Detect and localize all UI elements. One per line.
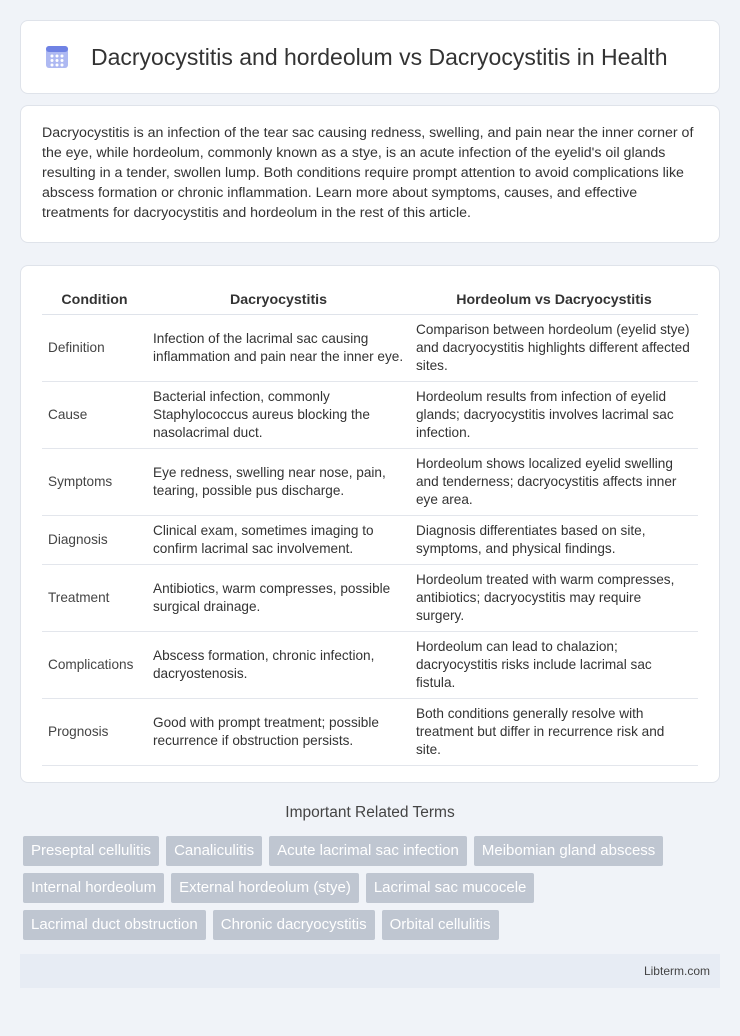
related-term-tag[interactable]: Preseptal cellulitis bbox=[23, 836, 159, 866]
table-row bbox=[42, 315, 698, 382]
comparison-table-card bbox=[20, 265, 720, 783]
row-dacryocystitis: Eye redness, swelling near nose, pain, tearing, possible pus discharge. bbox=[147, 449, 410, 516]
page-title: Dacryocystitis and hordeolum vs Dacryocystitis in Health bbox=[91, 43, 668, 70]
row-comparison: Hordeolum results from infection of eyelid glands; dacryocystitis involves lacrimal sac infection. bbox=[410, 382, 698, 449]
row-condition: Symptoms bbox=[42, 449, 147, 516]
row-dacryocystitis: Abscess formation, chronic infection, dacryostenosis. bbox=[147, 632, 410, 699]
row-condition: Cause bbox=[42, 382, 147, 449]
row-condition: Complications bbox=[42, 632, 147, 699]
row-comparison: Both conditions generally resolve with treatment but differ in recurrence risk and site. bbox=[410, 699, 698, 766]
related-terms-list bbox=[23, 836, 722, 947]
row-comparison: Hordeolum treated with warm compresses, antibiotics; dacryocystitis may require surgery. bbox=[410, 565, 698, 632]
related-term-tag[interactable]: Lacrimal sac mucocele bbox=[366, 873, 535, 903]
related-term-tag[interactable]: Canaliculitis bbox=[166, 836, 262, 866]
row-condition: Treatment bbox=[42, 565, 147, 632]
row-dacryocystitis: Antibiotics, warm compresses, possible surgical drainage. bbox=[147, 565, 410, 632]
table-row bbox=[42, 516, 698, 565]
related-term-tag[interactable]: Meibomian gland abscess bbox=[474, 836, 663, 866]
intro-card bbox=[20, 105, 720, 243]
header-comparison: Hordeolum vs Dacryocystitis bbox=[410, 284, 698, 315]
table-header-row bbox=[42, 284, 698, 315]
row-dacryocystitis: Good with prompt treatment; possible recurrence if obstruction persists. bbox=[147, 699, 410, 766]
header-dacryocystitis: Dacryocystitis bbox=[147, 284, 410, 315]
header-condition: Condition bbox=[42, 284, 147, 315]
table-row bbox=[42, 449, 698, 516]
footer-brand-link[interactable]: Libterm.com bbox=[643, 964, 710, 978]
row-condition: Prognosis bbox=[42, 699, 147, 766]
comparison-table bbox=[42, 284, 698, 766]
row-condition: Diagnosis bbox=[42, 516, 147, 565]
page-header bbox=[20, 20, 720, 94]
related-term-tag[interactable]: Acute lacrimal sac infection bbox=[269, 836, 467, 866]
related-term-tag[interactable]: External hordeolum (stye) bbox=[171, 873, 359, 903]
calculator-grid-icon bbox=[43, 43, 71, 71]
related-term-tag[interactable]: Chronic dacryocystitis bbox=[213, 910, 375, 940]
table-row bbox=[42, 632, 698, 699]
related-terms-title: Important Related Terms bbox=[285, 804, 455, 821]
intro-text: Dacryocystitis is an infection of the tear sac causing redness, swelling, and pain near the inner corner of the eye, while hordeolum, commonly known as a stye, is an acute infection of the eyelid's oil glands resulting in a tender, swollen lump. Both conditions require prompt attention to avoid complications like abscess formation or chronic inflammation. Learn more about symptoms, causes, and effective treatments for dacryocystitis and hordeolum in the rest of this article. bbox=[42, 125, 694, 221]
related-term-tag[interactable]: Lacrimal duct obstruction bbox=[23, 910, 206, 940]
table-row bbox=[42, 382, 698, 449]
related-term-tag[interactable]: Orbital cellulitis bbox=[382, 910, 499, 940]
row-comparison: Hordeolum shows localized eyelid swelling and tenderness; dacryocystitis affects inner eye area. bbox=[410, 449, 698, 516]
table-row bbox=[42, 565, 698, 632]
row-dacryocystitis: Infection of the lacrimal sac causing inflammation and pain near the inner eye. bbox=[147, 315, 410, 382]
related-term-tag[interactable]: Internal hordeolum bbox=[23, 873, 164, 903]
row-condition: Definition bbox=[42, 315, 147, 382]
row-comparison: Diagnosis differentiates based on site, symptoms, and physical findings. bbox=[410, 516, 698, 565]
table-row bbox=[42, 699, 698, 766]
row-comparison: Hordeolum can lead to chalazion; dacryocystitis risks include lacrimal sac fistula. bbox=[410, 632, 698, 699]
footer bbox=[20, 954, 720, 988]
row-dacryocystitis: Clinical exam, sometimes imaging to confirm lacrimal sac involvement. bbox=[147, 516, 410, 565]
row-dacryocystitis: Bacterial infection, commonly Staphylococcus aureus blocking the nasolacrimal duct. bbox=[147, 382, 410, 449]
row-comparison: Comparison between hordeolum (eyelid stye) and dacryocystitis highlights different affected sites. bbox=[410, 315, 698, 382]
